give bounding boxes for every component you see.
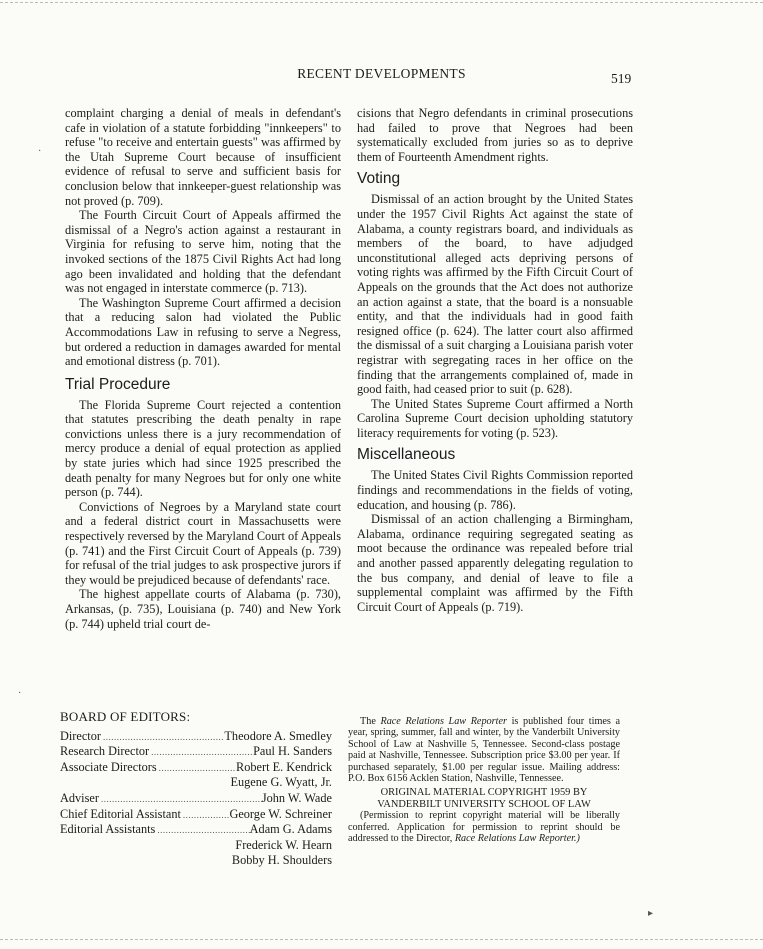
publication-info: The Race Relations Law Reporter is published four times a year, spring, summer, fall and winter, by the Vanderbilt University School of Law at Nashville 5, Tennessee. Second-class postage paid at Nashville, Tennessee. Subscription price $3.00 per year. If purchased separately, $1.00 per regular issue. Mailing address: P.O. Box 6156 Acklen Station, Nashville, Tennessee.	[348, 716, 621, 785]
running-head: RECENT DEVELOPMENTS	[297, 66, 466, 81]
editor-row	[60, 791, 332, 807]
paragraph: The highest appellate courts of Alabama (p. 730), Arkansas, (p. 735), Louisiana (p. 740) and New York (p. 744) upheld trial court de-	[65, 587, 341, 631]
editor-name: Theodore A. Smedley	[224, 728, 332, 743]
editor-row	[60, 760, 332, 776]
editor-role: Associate Directors	[60, 759, 157, 774]
paragraph: Dismissal of an action brought by the United States under the 1957 Civil Rights Act against the state of Alabama, a county registrars board, and individuals as members of the board, to have adjudged unconstitutional alleged acts depriving persons of voting rights was affirmed by the Fifth Circuit Court of Appeals on the grounds that the Act does not authorize an action against a state, that the board is a nonsuable entity, and that the individuals had in good faith resigned office (p. 624). The latter court also affirmed the dismissal of a suit charging a Louisiana parish voter registrar with segregating races in her office on the finding that the arrangements complained of, made in good faith, had ceased prior to suit (p. 628).	[357, 192, 633, 397]
editor-row	[60, 853, 332, 869]
editor-row	[60, 744, 332, 760]
publication-text: is published four times a year, spring, summer, fall and winter, by the Vanderbilt University School of Law at Nashville 5, Tennessee. Second-class postage paid at Nashville, Tennessee. Subscription price $3.00 per year. If purchased separately, $1.00 per regular issue. Mailing address: P.O. Box 6156 Acklen Station, Nashville, Tennessee.	[348, 716, 621, 785]
leader-dots	[181, 807, 230, 823]
paragraph: The Fourth Circuit Court of Appeals affirmed the dismissal of a Negro's action against a restaurant in Virginia for refusing to serve him, noting that the invoked sections of the 1875 Civil Rights Act had long ago been invalidated and holding that the defendant was not engaged in interstate commerce (p. 713).	[65, 208, 341, 296]
leader-dots	[155, 822, 249, 838]
editor-role: Research Director	[60, 744, 150, 759]
editor-name: Paul H. Sanders	[253, 744, 332, 759]
journal-name: Race Relations Law Reporter	[380, 716, 507, 727]
scan-speck: ·	[38, 146, 42, 157]
scan-speck: ·	[18, 688, 22, 699]
editor-role: Director	[60, 728, 101, 743]
leader-dots	[101, 729, 224, 745]
scan-speck: ▸	[648, 908, 654, 919]
editor-name: Adam G. Adams	[249, 822, 332, 837]
page-bottom-edge	[0, 939, 763, 940]
paragraph: Dismissal of an action challenging a Birmingham, Alabama, ordinance requiring segregated seating as moot because the ordinance was repealed before trial and another passed apparently delegating regulation to the bus company, and denial of leave to file a supplemental complaint was affirmed by the Fifth Circuit Court of Appeals (p. 719).	[357, 512, 633, 614]
section-heading-voting: Voting	[357, 170, 401, 188]
left-column	[65, 106, 341, 631]
editor-row	[60, 838, 332, 854]
editor-name: Robert E. Kendrick	[236, 759, 332, 774]
copyright-line-2: VANDERBILT UNIVERSITY SCHOOL OF LAW	[377, 798, 591, 810]
editor-name: George W. Schreiner	[229, 806, 332, 821]
paragraph: Convictions of Negroes by a Maryland state court and a federal district court in Massachusetts were respectively reversed by the Maryland Court of Appeals (p. 741) and the First Circuit Court of Appeals (p. 739) for refusal of the trial judges to ask prospective jurors if they would be prejudiced because of defendants' race.	[65, 499, 341, 587]
page-top-edge	[0, 2, 763, 3]
board-of-editors-title: BOARD OF EDITORS:	[60, 709, 191, 724]
editor-name: Eugene G. Wyatt, Jr.	[230, 775, 332, 790]
editor-name: John W. Wade	[261, 790, 332, 805]
permission-text: (Permission to reprint copyright material will be liberally conferred. Application for permission to reprint should be addressed to the Director,	[348, 810, 620, 845]
paragraph: The United States Supreme Court affirmed a North Carolina Supreme Court decision upholding statutory literacy requirements for voting (p. 523).	[357, 396, 633, 440]
leader-dots	[157, 760, 236, 776]
copyright-line-1: ORIGINAL MATERIAL COPYRIGHT 1959 BY	[380, 787, 588, 799]
editor-list	[60, 729, 332, 869]
permission-notice	[348, 810, 620, 844]
paragraph: The Florida Supreme Court rejected a contention that statutes prescribing the death penalty in rape convictions unless there is a jury recommendation of mercy produce a denial of equal protection as applied by state juries which had since 1925 prescribed the death penalty for many Negroes but for only one white person (p. 744).	[65, 397, 341, 500]
editor-row	[60, 807, 332, 823]
permission-journal-name: Race Relations Law Reporter.)	[454, 833, 580, 845]
paragraph: complaint charging a denial of meals in defendant's cafe in violation of a statute forbidding "innkeepers" to refuse "to receive and entertain guests" was affirmed by the Utah Supreme Court because of insufficient evidence of refusal to serve and sufficient basis for conclusion below that innkeeper-guest relationship was not proved (p. 709).	[65, 106, 341, 208]
editor-row	[60, 729, 332, 745]
board-of-editors	[60, 710, 332, 869]
section-heading-miscellaneous: Miscellaneous	[357, 446, 456, 464]
editor-role: Editorial Assistants	[60, 822, 156, 837]
editor-role: Adviser	[60, 790, 99, 805]
section-heading-trial-procedure: Trial Procedure	[65, 375, 171, 393]
paragraph: cisions that Negro defendants in criminal prosecutions had failed to prove that Negroes had been systematically excluded from juries so as to deprive them of Fourteenth Amendment rights.	[357, 106, 633, 164]
paragraph: The Washington Supreme Court affirmed a decision that a reducing salon had violated the Public Accommodations Law in refusing to serve a Negress, but ordered a reduction in damages awarded for mental and emotional distress (p. 701).	[65, 295, 341, 369]
publication-notice	[348, 716, 620, 844]
leader-dots	[99, 791, 262, 807]
leader-dots	[149, 744, 253, 760]
editor-row	[60, 822, 332, 838]
editor-name: Bobby H. Shoulders	[231, 853, 332, 868]
editor-role: Chief Editorial Assistant	[60, 806, 181, 821]
editor-name: Frederick W. Hearn	[235, 837, 332, 852]
editor-row	[60, 775, 332, 791]
right-column	[357, 106, 633, 614]
paragraph: The United States Civil Rights Commission reported findings and recommendations in the fields of voting, education, and housing (p. 786).	[357, 468, 633, 512]
page-number: 519	[611, 71, 632, 86]
